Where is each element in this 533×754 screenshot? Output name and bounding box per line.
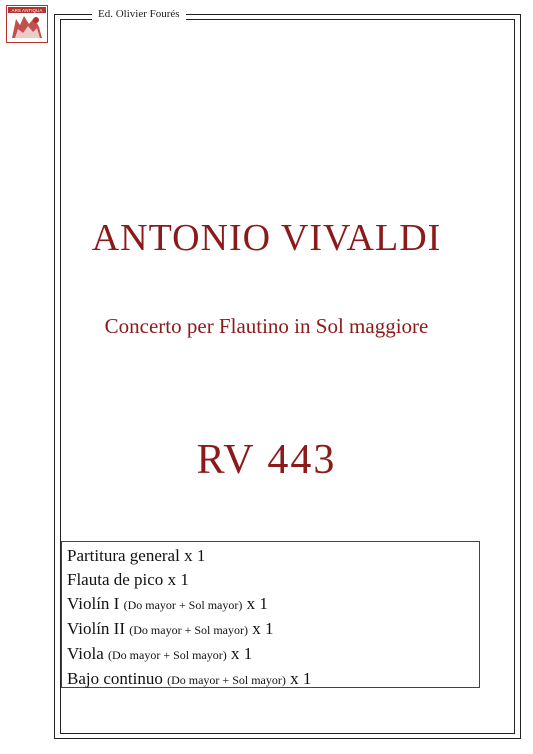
part-detail: (Do mayor + Sol mayor) bbox=[108, 648, 227, 662]
part-name: Flauta de pico bbox=[67, 570, 164, 589]
part-count: x 1 bbox=[167, 570, 189, 589]
part-count: x 1 bbox=[252, 619, 274, 638]
part-row bbox=[67, 544, 474, 568]
composer-name: ANTONIO VIVALDI bbox=[91, 217, 442, 259]
part-row bbox=[67, 592, 474, 617]
part-name: Violín II bbox=[67, 619, 125, 638]
part-count: x 1 bbox=[231, 644, 253, 663]
work-title: Concerto per Flautino in Sol maggiore bbox=[104, 314, 429, 338]
editor-label: Ed. Olivier Fourés bbox=[92, 7, 186, 21]
part-detail: (Do mayor + Sol mayor) bbox=[129, 623, 248, 637]
catalog-number: RV 443 bbox=[196, 437, 337, 483]
part-detail: (Do mayor + Sol mayor) bbox=[123, 598, 243, 612]
ars-antiqua-logo bbox=[6, 5, 48, 43]
part-name: Partitura general bbox=[67, 546, 180, 565]
part-detail: (Do mayor + Sol mayor) bbox=[167, 673, 286, 687]
part-name: Viola bbox=[67, 644, 104, 663]
logo-text: ARS ANTIQUA bbox=[11, 8, 43, 13]
part-count: x 1 bbox=[246, 594, 268, 613]
part-row bbox=[67, 568, 474, 592]
part-row bbox=[67, 667, 474, 692]
part-count: x 1 bbox=[184, 546, 206, 565]
part-name: Bajo continuo bbox=[67, 669, 163, 688]
parts-list bbox=[61, 541, 480, 688]
part-count: x 1 bbox=[290, 669, 312, 688]
part-row bbox=[67, 617, 474, 642]
part-name: Violín I bbox=[67, 594, 120, 613]
part-row bbox=[67, 642, 474, 667]
